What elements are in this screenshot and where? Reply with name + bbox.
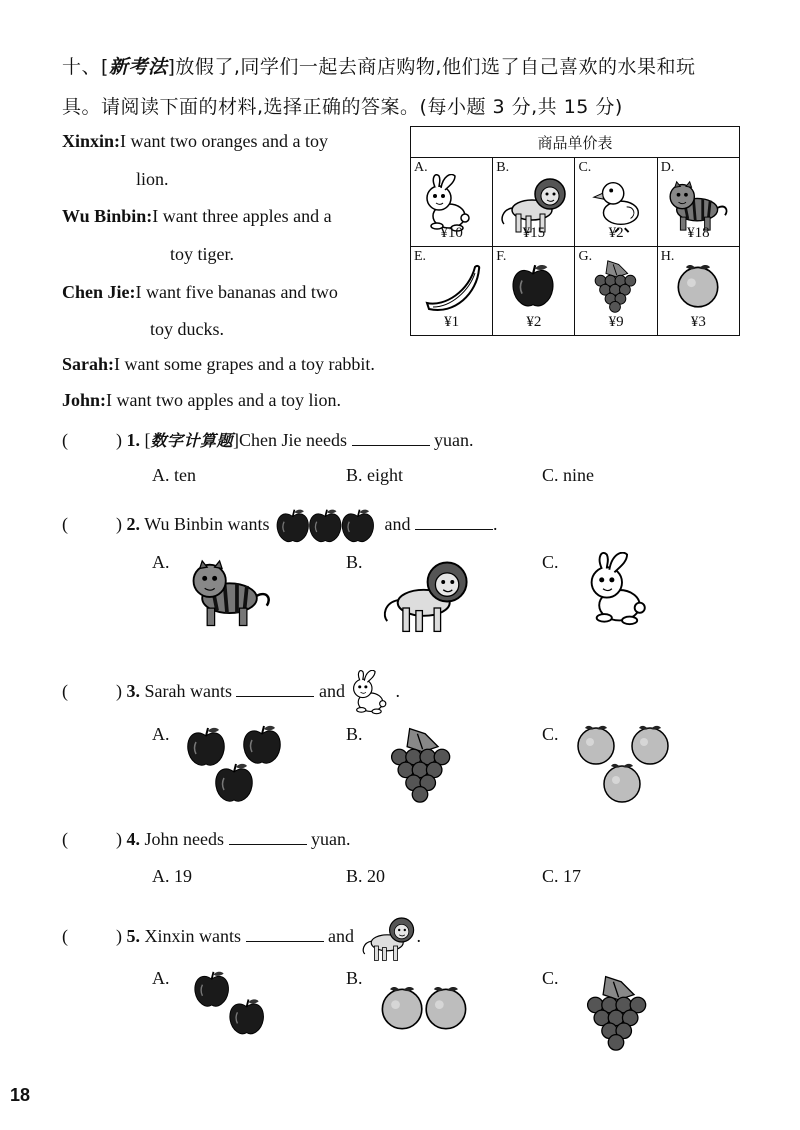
page-number: 18 bbox=[10, 1085, 31, 1105]
section-number: 十、 bbox=[62, 56, 102, 78]
question-1: ( ) 1. [数字计算题]Chen Jie needs yuan. bbox=[62, 430, 474, 450]
blank-4[interactable] bbox=[229, 828, 307, 845]
price-cell-d: D. ¥18 bbox=[657, 158, 739, 247]
statement-sarah: Sarah:I want some grapes and a toy rabbit. bbox=[62, 354, 375, 374]
section-title-line2: 具。请阅读下面的材料,选择正确的答案。(每小题 3 分,共 15 分) bbox=[62, 96, 623, 118]
statement-john: John:I want two apples and a toy lion. bbox=[62, 390, 341, 410]
tiger-icon bbox=[666, 178, 732, 232]
price-cell-g: G. ¥9 bbox=[575, 247, 657, 336]
blank-3[interactable] bbox=[236, 680, 314, 697]
orange-icon bbox=[676, 263, 720, 309]
q3-option-b-label[interactable]: B. bbox=[346, 724, 363, 744]
q3-option-c-label[interactable]: C. bbox=[542, 724, 559, 744]
question-3: ( ) 3. Sarah wants and . bbox=[62, 670, 782, 716]
price-cell-a: A. ¥10 bbox=[411, 158, 493, 247]
blank-2[interactable] bbox=[415, 513, 493, 530]
q4-option-a[interactable]: A. 19 bbox=[152, 866, 192, 886]
section-tag: 新考法 bbox=[108, 56, 168, 78]
section-title-text: 放假了,同学们一起去商店购物,他们选了自己喜欢的水果和玩 bbox=[175, 56, 696, 78]
question-5: ( ) 5. Xinxin wants and . bbox=[62, 914, 782, 962]
q2-option-a-label[interactable]: A. bbox=[152, 552, 170, 572]
statement-wubinbin: Wu Binbin:I want three apples and a bbox=[62, 206, 332, 226]
q3-option-a-label[interactable]: A. bbox=[152, 724, 170, 744]
price-cell-e: E. ¥1 bbox=[411, 247, 493, 336]
three-apples-icon bbox=[274, 508, 380, 544]
banana-icon bbox=[425, 263, 483, 313]
blank-1[interactable] bbox=[352, 429, 430, 446]
q1-option-a[interactable]: A. ten bbox=[152, 465, 196, 485]
q5-option-b-label[interactable]: B. bbox=[346, 968, 363, 988]
q4-option-c[interactable]: C. 17 bbox=[542, 866, 582, 886]
grapes-icon bbox=[589, 259, 641, 315]
tiger-icon[interactable] bbox=[186, 556, 278, 628]
q2-option-b-label[interactable]: B. bbox=[346, 552, 363, 572]
question-2: ( ) 2. Wu Binbin wants and . bbox=[62, 508, 782, 544]
q1-option-c[interactable]: C. nine bbox=[542, 465, 595, 485]
oranges-icon[interactable] bbox=[378, 980, 470, 1038]
question-tag: 数字计算题 bbox=[150, 431, 234, 450]
rabbit-icon bbox=[349, 670, 395, 716]
price-cell-f: F. ¥2 bbox=[493, 247, 575, 336]
grapes-icon[interactable] bbox=[582, 974, 650, 1054]
price-cell-b: B. ¥15 bbox=[493, 158, 575, 247]
section-title-line1: 十、[新考法]放假了,同学们一起去商店购物,他们选了自己喜欢的水果和玩 bbox=[62, 56, 696, 78]
price-table-header: 商品单价表 bbox=[411, 127, 740, 158]
q2-option-c-label[interactable]: C. bbox=[542, 552, 559, 572]
q5-option-c-label[interactable]: C. bbox=[542, 968, 559, 988]
blank-5[interactable] bbox=[246, 925, 324, 942]
q1-option-b[interactable]: B. eight bbox=[346, 465, 404, 485]
lion-icon[interactable] bbox=[378, 556, 472, 634]
grapes-icon[interactable] bbox=[386, 726, 454, 806]
apples-icon[interactable] bbox=[188, 970, 274, 1040]
statement-chenjie: Chen Jie:I want five bananas and two bbox=[62, 282, 338, 302]
lion-icon bbox=[359, 914, 417, 962]
statement-xinxin-cont: lion. bbox=[136, 169, 169, 189]
price-cell-h: H. ¥3 bbox=[657, 247, 739, 336]
statement-chenjie-cont: toy ducks. bbox=[150, 319, 224, 339]
price-table bbox=[410, 126, 740, 336]
q4-option-b[interactable]: B. 20 bbox=[346, 866, 386, 886]
statement-wubinbin-cont: toy tiger. bbox=[170, 244, 234, 264]
apple-icon bbox=[511, 263, 555, 309]
statement-xinxin: Xinxin:I want two oranges and a toy bbox=[62, 131, 328, 151]
rabbit-icon[interactable] bbox=[584, 552, 660, 628]
q5-option-a-label[interactable]: A. bbox=[152, 968, 170, 988]
price-cell-c: C. ¥2 bbox=[575, 158, 657, 247]
oranges-icon[interactable] bbox=[574, 722, 674, 808]
apples-icon[interactable] bbox=[184, 724, 284, 804]
question-4: ( ) 4. John needs yuan. bbox=[62, 829, 351, 849]
